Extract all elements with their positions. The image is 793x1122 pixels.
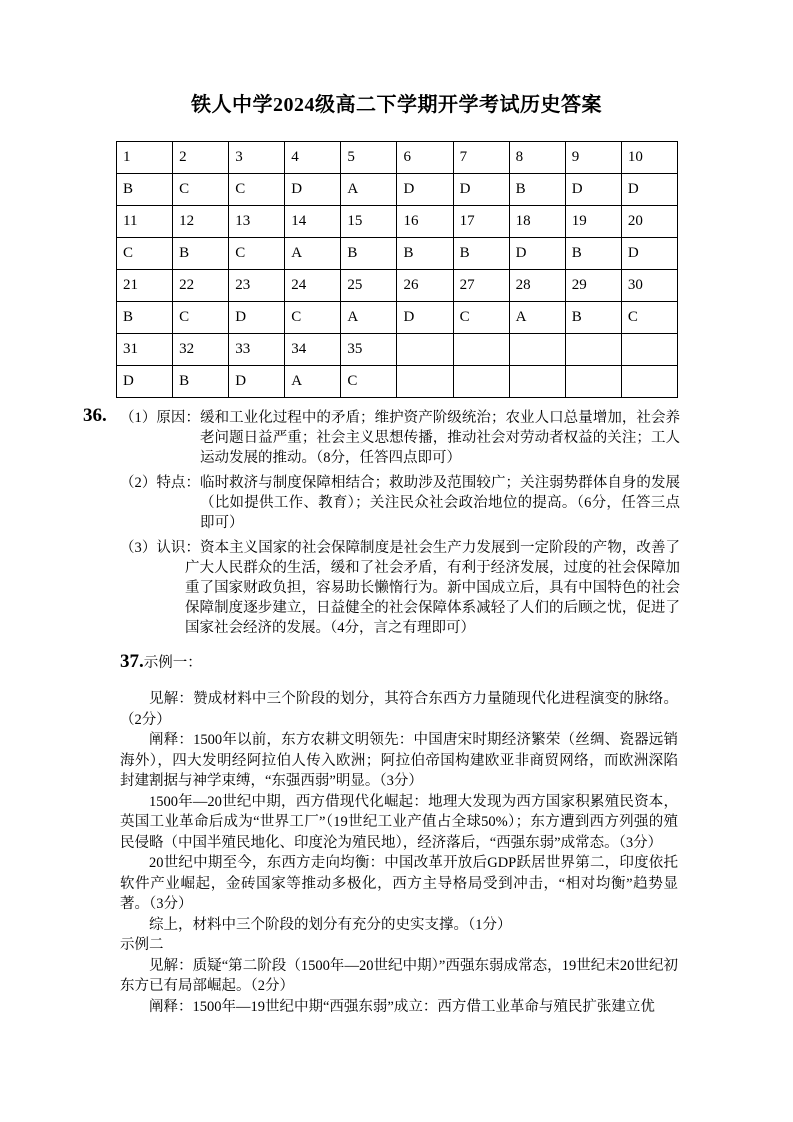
question-number-cell: 9 (565, 142, 621, 174)
question-37-paragraph: 阐释：1500年—19世纪中期“西强东弱”成立：西方借工业革命与殖民扩张建立优 (149, 998, 655, 1015)
answer-key-table (116, 141, 678, 398)
answer-cell (397, 366, 453, 398)
question-number-cell: 24 (285, 270, 341, 302)
answer-cell: D (285, 174, 341, 206)
question-36-number: 36. (83, 405, 107, 426)
answer-cell: A (341, 174, 397, 206)
answer-cell: B (397, 238, 453, 270)
answer-cell: B (173, 238, 229, 270)
answer-cell: C (453, 302, 509, 334)
answer-row (117, 174, 678, 206)
answer-cell: D (117, 366, 173, 398)
answer-cell: D (621, 238, 677, 270)
question-number-cell (565, 334, 621, 366)
question-number-cell: 12 (173, 206, 229, 238)
question-37-paragraph: 综上，材料中三个阶段的划分有充分的史实支撑。（1分） (149, 916, 512, 933)
answer-cell: B (565, 302, 621, 334)
question-37-paragraph: 1500年—20世纪中期，西方借现代化崛起：地理大发现为西方国家积累殖民资本，英国工业革命后成为“世界工厂”（19世纪工业产值占全球50%）；东方遭到西方列强的殖民侵略（中国半殖民地化、印度沦为殖民地），经济落后，“西强东弱”成常态。（3分） (120, 793, 678, 851)
question-number-cell: 22 (173, 270, 229, 302)
answer-cell: A (285, 238, 341, 270)
question-number-cell: 27 (453, 270, 509, 302)
answer-cell (453, 366, 509, 398)
answer-cell: C (173, 302, 229, 334)
answer-cell: D (565, 174, 621, 206)
answer-cell: D (397, 174, 453, 206)
question-number-cell: 26 (397, 270, 453, 302)
question-37-paragraph: 见解：质疑“第二阶段（1500年—20世纪中期）”西强东弱成常态，19世纪末20世纪初东方已有局部崛起。（2分） (120, 957, 678, 994)
answer-cell: C (229, 174, 285, 206)
question-number-cell: 8 (509, 142, 565, 174)
answer-cell (509, 366, 565, 398)
answer-cell: B (453, 238, 509, 270)
question-37-paragraph: 见解：赞成材料中三个阶段的划分，其符合东西方力量随现代化进程演变的脉络。（2分） (120, 691, 678, 728)
answer-cell: D (621, 174, 677, 206)
question-number-cell: 19 (565, 206, 621, 238)
question-number-cell: 21 (117, 270, 173, 302)
question-number-cell: 15 (341, 206, 397, 238)
answer-cell: D (453, 174, 509, 206)
question-number-cell: 30 (621, 270, 677, 302)
question-number-cell: 20 (621, 206, 677, 238)
question-37 (120, 652, 678, 1017)
answer-row (117, 302, 678, 334)
answer-cell: C (285, 302, 341, 334)
question-36-part-1: （1）原因：缓和工业化过程中的矛盾；维护资产阶级统治；农业人口总量增加，社会养老问题日益严重；社会主义思想传播，推动社会对劳动者权益的关注；工人运动发展的推动。（8分，任答四点即可） (120, 410, 680, 466)
answer-cell: D (229, 366, 285, 398)
question-number-cell: 31 (117, 334, 173, 366)
question-number-cell: 33 (229, 334, 285, 366)
answer-key-table-body (117, 142, 678, 398)
question-number-cell: 6 (397, 142, 453, 174)
question-number-cell: 11 (117, 206, 173, 238)
question-37-paragraph: 20世纪中期至今，东西方走向均衡：中国改革开放后GDP跃居世界第二，印度依托软件产业崛起，金砖国家等推动多极化，西方主导格局受到冲击，“相对均衡”趋势显著。（3分） (120, 855, 678, 912)
answer-cell: C (341, 366, 397, 398)
question-number-cell (453, 334, 509, 366)
answer-cell: D (229, 302, 285, 334)
question-number-cell: 25 (341, 270, 397, 302)
question-number-cell: 13 (229, 206, 285, 238)
answer-cell: C (229, 238, 285, 270)
question-number-cell: 10 (621, 142, 677, 174)
question-number-cell: 17 (453, 206, 509, 238)
question-number-cell: 7 (453, 142, 509, 174)
question-37-example-1-label: 示例一： (143, 655, 202, 671)
answer-row (117, 366, 678, 398)
answer-cell: A (285, 366, 341, 398)
answer-cell (565, 366, 621, 398)
answer-cell: B (173, 366, 229, 398)
answer-cell: C (621, 302, 677, 334)
question-37-heading (120, 652, 678, 673)
question-36 (83, 405, 680, 638)
question-number-cell (621, 334, 677, 366)
answer-cell: A (509, 302, 565, 334)
answer-cell: B (509, 174, 565, 206)
question-37-example-2-label: 示例二 (120, 937, 164, 953)
question-36-part-2: （2）特点：临时救济与制度保障相结合；救助涉及范围较广；关注弱势群体自身的发展（比如提供工作、教育）；关注民众社会政治地位的提高。（6分，任答三点即可） (120, 475, 680, 531)
question-number-cell: 28 (509, 270, 565, 302)
question-number-cell: 23 (229, 270, 285, 302)
question-number-cell (509, 334, 565, 366)
question-number-row (117, 334, 678, 366)
question-number-cell: 14 (285, 206, 341, 238)
question-number-row (117, 142, 678, 174)
question-number-cell: 4 (285, 142, 341, 174)
answer-cell (621, 366, 677, 398)
question-number-cell: 3 (229, 142, 285, 174)
question-number-cell: 35 (341, 334, 397, 366)
question-number-row (117, 270, 678, 302)
question-number-row (117, 206, 678, 238)
question-number-cell: 18 (509, 206, 565, 238)
question-number-cell: 34 (285, 334, 341, 366)
question-37-number: 37. (120, 651, 144, 672)
answer-row (117, 238, 678, 270)
answer-cell: A (341, 302, 397, 334)
question-number-cell: 32 (173, 334, 229, 366)
answer-cell: D (509, 238, 565, 270)
question-number-cell: 16 (397, 206, 453, 238)
question-number-cell: 29 (565, 270, 621, 302)
answer-cell: B (117, 302, 173, 334)
answer-cell: B (565, 238, 621, 270)
answer-cell: B (341, 238, 397, 270)
question-36-part-3: （3）认识：资本主义国家的社会保障制度是社会生产力发展到一定阶段的产物，改善了广大人民群众的生活，缓和了社会矛盾，有利于经济发展，过度的社会保障加重了国家财政负担，容易助长懒惰行为。新中国成立后，具有中国特色的社会保障制度逐步建立，日益健全的社会保障体系减轻了人们的后顾之忧，促进了国家社会经济的发展。（4分，言之有理即可） (120, 540, 680, 636)
answer-cell: C (173, 174, 229, 206)
question-37-paragraph: 阐释：1500年以前，东方农耕文明领先：中国唐宋时期经济繁荣（丝绸、瓷器远销海外），四大发明经阿拉伯人传入欧洲；阿拉伯帝国构建欧亚非商贸网络，而欧洲深陷封建割据与神学束缚，“东强西弱”明显。（3分） (120, 732, 678, 789)
question-number-cell (397, 334, 453, 366)
question-number-cell: 5 (341, 142, 397, 174)
answer-cell: C (117, 238, 173, 270)
answer-cell: D (397, 302, 453, 334)
question-number-cell: 1 (117, 142, 173, 174)
question-number-cell: 2 (173, 142, 229, 174)
document-title: 铁人中学2024级高二下学期开学考试历史答案 (191, 94, 602, 116)
answer-cell: B (117, 174, 173, 206)
